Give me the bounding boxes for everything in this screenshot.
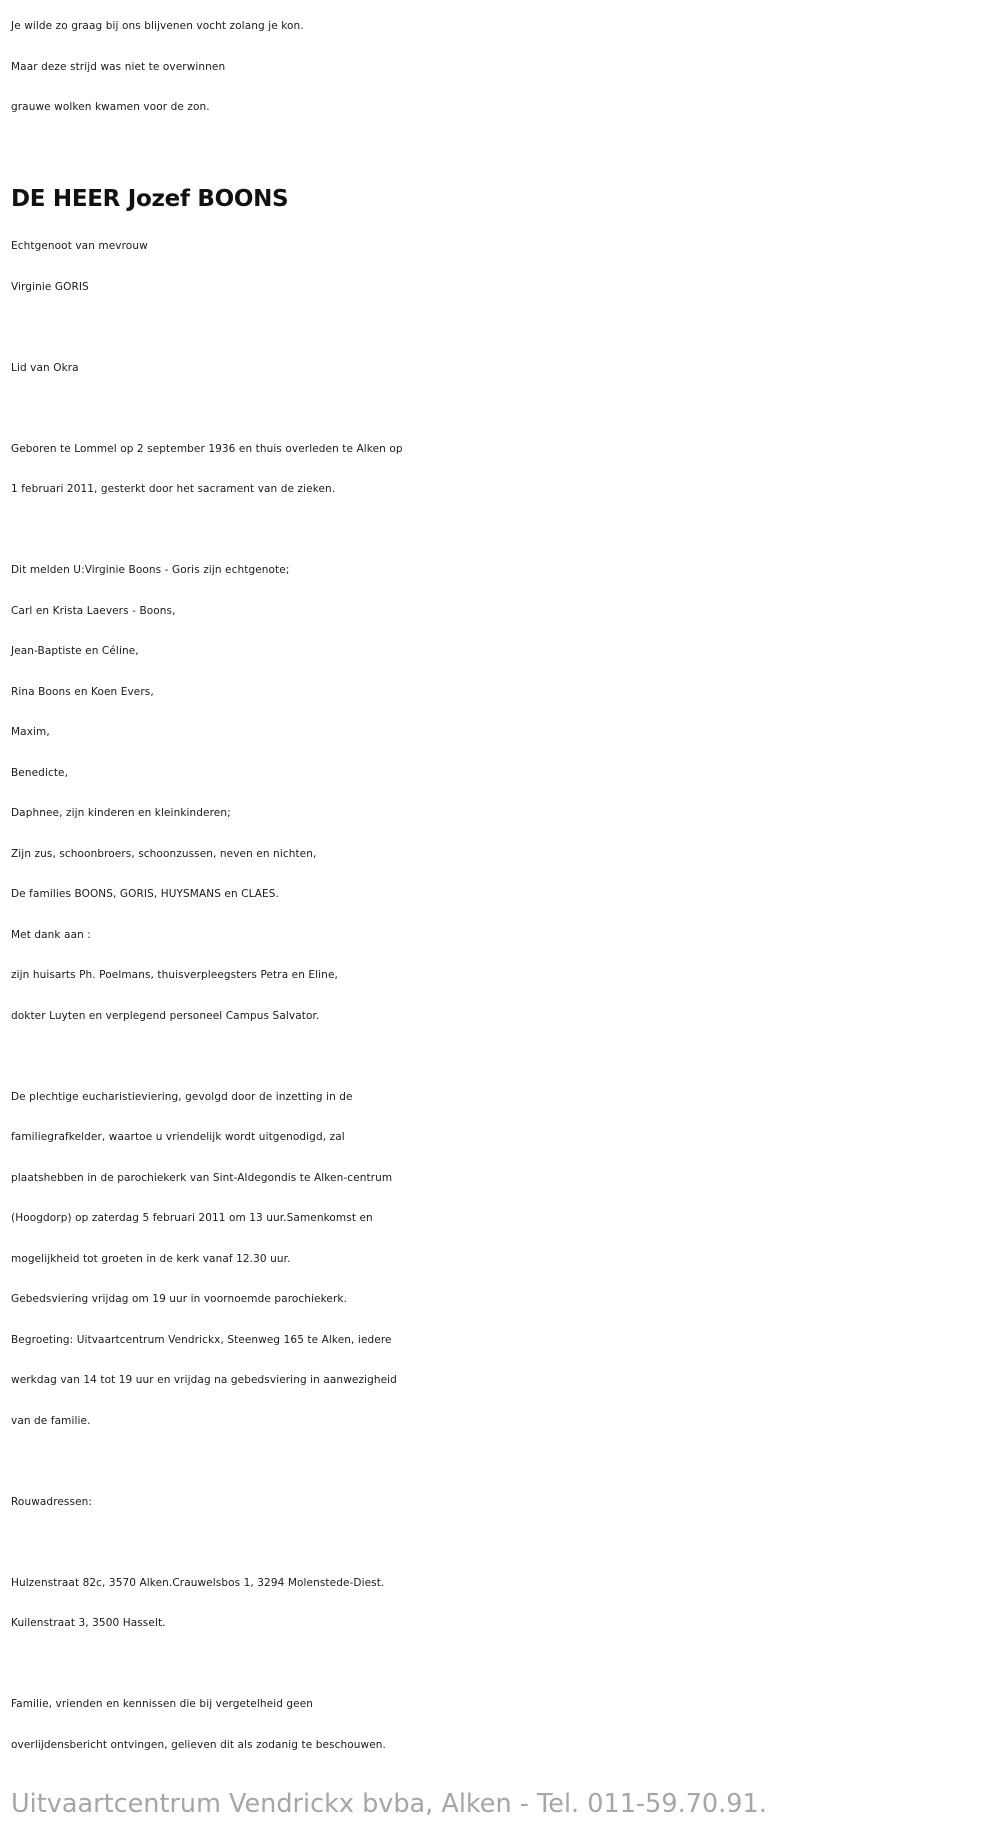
spouse-block: [11, 226, 1000, 307]
announcer-line: De families BOONS, GORIS, HUYSMANS en CLAES.: [11, 888, 279, 900]
announcer-line: Daphnee, zijn kinderen en kleinkinderen;: [11, 807, 231, 819]
spacer: [11, 1441, 1000, 1482]
announcer-line: dokter Luyten en verplegend personeel Campus Salvator.: [11, 1009, 320, 1022]
addresses-label: Rouwadressen:: [11, 1495, 93, 1508]
closing-line: overlijdensbericht ontvingen, gelieven dit als zodanig te beschouwen.: [11, 1738, 386, 1751]
ceremony-line: mogelijkheid tot groeten in de kerk vanaf 12.30 uur.: [11, 1252, 291, 1265]
announcer-line: Benedicte,: [11, 766, 69, 779]
announcers-block: [11, 550, 1000, 1036]
address-line: Kuilenstraat 3, 3500 Hasselt.: [11, 1617, 166, 1629]
ceremony-line: familiegrafkelder, waartoe u vriendelijk wordt uitgenodigd, zal: [11, 1131, 345, 1143]
announcer-line: Carl en Krista Laevers - Boons,: [11, 604, 176, 617]
spacer: [11, 510, 1000, 551]
announcer-line: Jean-Baptiste en Céline,: [11, 645, 139, 657]
announcer-line: Rina Boons en Koen Evers,: [11, 685, 154, 698]
deceased-name: DE HEER Jozef BOONS: [11, 186, 289, 212]
addresses-block: [11, 1563, 1000, 1644]
spacer: [11, 1522, 1000, 1563]
poem-line: grauwe wolken kwamen voor de zon.: [11, 101, 210, 113]
ceremony-line: Gebedsviering vrijdag om 19 uur in voornoemde parochiekerk.: [11, 1293, 348, 1305]
closing-line: Familie, vrienden en kennissen die bij vergetelheid geen: [11, 1698, 314, 1710]
spacer: [11, 1644, 1000, 1685]
membership: Lid van Okra: [11, 361, 79, 374]
address-line: Hulzenstraat 82c, 3570 Alken.Crauwelsbos 1, 3294 Molenstede-Diest.: [11, 1576, 385, 1589]
announcer-line: Maxim,: [11, 726, 50, 738]
spacer: [11, 128, 1000, 169]
spouse-line: Virginie GORIS: [11, 280, 89, 293]
closing-block: [11, 1684, 1000, 1765]
funeral-home-footer: Uitvaartcentrum Vendrickx bvba, Alken - Tel. 011-59.70.91.: [11, 1789, 767, 1819]
ceremony-line: (Hoogdorp) op zaterdag 5 februari 2011 om 13 uur.Samenkomst en: [11, 1212, 373, 1224]
birth-death-line: 1 februari 2011, gesterkt door het sacrament van de zieken.: [11, 483, 336, 495]
ceremony-block: [11, 1077, 1000, 1442]
poem-line: Je wilde zo graag bij ons blijvenen vocht zolang je kon.: [11, 20, 304, 32]
announcer-line: zijn huisarts Ph. Poelmans, thuisverpleegsters Petra en Eline,: [11, 969, 338, 981]
spacer: [11, 307, 1000, 348]
poem-line: Maar deze strijd was niet te overwinnen: [11, 60, 226, 73]
spouse-line: Echtgenoot van mevrouw: [11, 240, 148, 252]
ceremony-line: van de familie.: [11, 1414, 91, 1427]
poem: [11, 6, 1000, 128]
ceremony-line: Begroeting: Uitvaartcentrum Vendrickx, Steenweg 165 te Alken, iedere: [11, 1333, 392, 1346]
ceremony-line: werkdag van 14 tot 19 uur en vrijdag na gebedsviering in aanwezigheid: [11, 1374, 397, 1386]
announcer-line: Zijn zus, schoonbroers, schoonzussen, neven en nichten,: [11, 847, 317, 860]
birth-death-line: Geboren te Lommel op 2 september 1936 en thuis overleden te Alken op: [11, 442, 403, 455]
spacer: [11, 1036, 1000, 1077]
ceremony-line: De plechtige eucharistieviering, gevolgd door de inzetting in de: [11, 1090, 353, 1103]
ceremony-line: plaatshebben in de parochiekerk van Sint-Aldegondis te Alken-centrum: [11, 1171, 393, 1184]
birth-death-block: [11, 429, 1000, 510]
announcer-line: Dit melden U:Virginie Boons - Goris zijn echtgenote;: [11, 564, 290, 576]
announcer-line: Met dank aan :: [11, 928, 91, 941]
spacer: [11, 388, 1000, 429]
